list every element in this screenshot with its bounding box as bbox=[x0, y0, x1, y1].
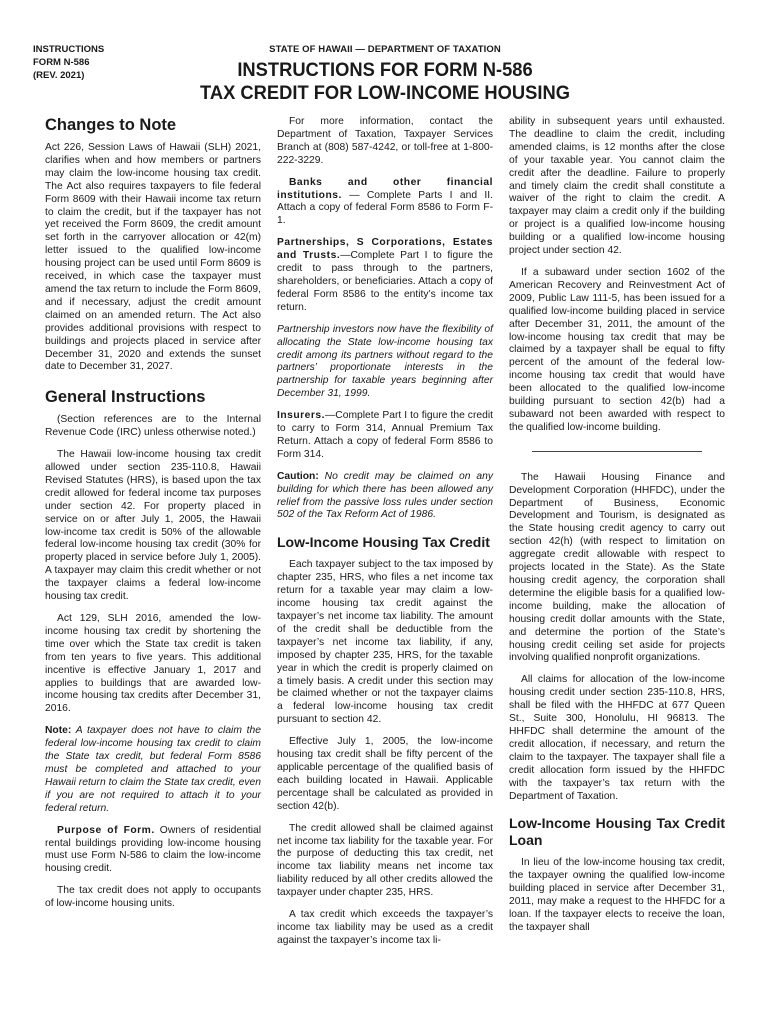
insurers-text: —Complete Part I to figure the credit to carry to Form 314, Annual Premium Tax Return. Attach a copy of federal Form 8586 to Form 314. bbox=[277, 410, 493, 460]
form-id-line: FORM N-586 bbox=[33, 57, 90, 68]
lih-credit-heading: Low-Income Housing Tax Credit bbox=[277, 534, 490, 551]
banks-label: Banks and other financial institutions. bbox=[277, 176, 493, 201]
purpose-paragraph bbox=[45, 825, 261, 877]
purpose-text: Owners of residential rental buildings providing low-income housing must use Form N-586 to claim the low-income housing credit. bbox=[45, 824, 261, 875]
hawaii-credit-paragraph: The Hawaii low-income housing tax credit allowed under section 235-110.8, Hawaii Revised Statutes (HRS), is based upon the tax credit allowed for federal income tax purposes under section 42. For property placed in service on or after July 1, 2005, the Hawaii low-income tax credit is 50% of the allowable federal low-income housing tax credit (30% for property placed in service before July 1, 2005). A taxpayer may claim this credit whether or not the taxpayer claims a federal low-income housing tax credit. bbox=[45, 449, 261, 603]
caution-label: Caution: bbox=[277, 470, 319, 482]
act129-paragraph: Act 129, SLH 2016, amended the low-income housing tax credit by shortening the time over which the State tax credit is taken from ten years to five years. This additional incentive is effective January 1, 2017 and applies to buildings that are awarded low-income housing tax credits after December 31, 2016. bbox=[45, 613, 261, 715]
banks-paragraph bbox=[277, 177, 493, 229]
continued-paragraph: ability in subsequent years until exhausted. The deadline to claim the credit, including amended claims, is 12 months after the close of your taxable year. You cannot claim the credit after the deadline. Failure to properly and timely claim the credit shall constitute a waiver of the right to claim the credit. A taxpayer may claim a credit only if the building or project is a qualified low-income housing building or a qualified low-income housing project under section 42. bbox=[509, 116, 725, 257]
exceeds-paragraph: A tax credit which exceeds the taxpayer’s income tax liability may be used as a credit against the taxpayer’s income tax li- bbox=[277, 909, 493, 946]
partnerships-label: Partnerships, S Corporations, Estates and Trusts. bbox=[277, 237, 493, 262]
credit-allowed-paragraph: The credit allowed shall be claimed against net income tax liability for the taxable year. For the purpose of deducting this tax credit, net income tax liability means net income tax liability reduced by all other credits allowed the taxpayer under chapter 235, HRS. bbox=[277, 822, 493, 899]
banks-text: — Complete Parts I and II. Attach a copy of federal Form 8586 to Form F-1. bbox=[277, 189, 493, 227]
purpose-label: Purpose of Form. bbox=[57, 824, 155, 836]
partnership-investors-paragraph: Partnership investors now have the flexibility of allocating the State low-income housing tax credit among its partners without regard to the partners’ proportionate interests in the partnership for taxable years beginning after December 31, 1999. bbox=[277, 323, 493, 400]
each-taxpayer-paragraph: Each taxpayer subject to the tax imposed by chapter 235, HRS, who files a net income tax return for a taxable year may claim a low-income housing tax credit against the taxpayer’s net income tax liability. The amount of the credit shall be deductible from the taxpayer’s net income tax liability, if any, imposed by chapter 235, HRS, for the taxable year in which the credit is properly claimed on a timely basis. A credit under this section may be claimed whether or not the taxpayer claims a federal low-income housing tax credit pursuant to section 42. bbox=[277, 559, 493, 726]
caution-paragraph bbox=[277, 471, 493, 523]
changes-heading: Changes to Note bbox=[45, 116, 177, 134]
partnerships-text: —Complete Part I to figure the credit to pass through to the partners, shareholders, or beneficiaries. Attach a copy of federal Form 8586 to the entity’s income tax return. bbox=[277, 250, 493, 313]
form-id-line: INSTRUCTIONS bbox=[33, 44, 105, 55]
general-instructions-heading: General Instructions bbox=[45, 388, 206, 407]
hhfdc-paragraph: The Hawaii Housing Finance and Development Corporation (HHFDC), under the Department of Business, Economic Development and Tourism, is designated as the State housing credit agency to carry out section 42(h) (with respect to limitation on aggregate credit allowable with respect to projects located in the State). As the State housing credit agency, the corporation shall determine the eligible basis for a qualified low-income building, make the allocation of housing credit dollar amounts with the State, and determine the portion of the State’s housing credit ceiling set aside for projects involving qualified nonprofit organizations. bbox=[509, 471, 725, 664]
page-subtitle: TAX CREDIT FOR LOW-INCOME HOUSING bbox=[200, 82, 570, 104]
insurers-label: Insurers. bbox=[277, 410, 325, 422]
all-claims-paragraph: All claims for allocation of the low-income housing credit under section 235-110.8, HRS, shall be filed with the HHFDC at 677 Queen St., Suite 300, Honolulu, HI 96813. The HHFDC shall determine the amount of the credit allocation, if necessary, and return the claim to the taxpayer. The taxpayer shall file a credit allocation form issued by the HHFDC with the taxpayer’s tax return with the Department of Taxation. bbox=[509, 674, 725, 802]
caution-text: No credit may be claimed on any building for which there has been allowed any relief from the passive loss rules under section 502 of the Tax Reform Act of 1986. bbox=[277, 470, 493, 521]
column-2 bbox=[277, 116, 493, 957]
column-1 bbox=[45, 116, 261, 920]
contact-paragraph: For more information, contact the Department of Taxation, Taxpayer Services Branch at (808) 587-4242, or toll-free at 1-800-222-3229. bbox=[277, 116, 493, 166]
section-references-paragraph: (Section references are to the Internal Revenue Code (IRC) unless otherwise noted.) bbox=[45, 414, 261, 439]
page-title: INSTRUCTIONS FOR FORM N-586 bbox=[237, 59, 533, 81]
note-label: Note: bbox=[45, 725, 72, 737]
section-divider bbox=[532, 451, 702, 452]
note-text: A taxpayer does not have to claim the federal low-income housing tax credit to claim the State tax credit, but federal Form 8586 must be completed and attached to your Hawaii return to claim the State tax credit, even if you are not required to attach it to your federal return. bbox=[45, 725, 261, 814]
effective-paragraph: Effective July 1, 2005, the low-income housing tax credit shall be fifty percent of the applicable percentage of the qualified basis of each building located in Hawaii. Applicable percentage shall be calculated as provided in section 42(b). bbox=[277, 736, 493, 812]
changes-paragraph: Act 226, Session Laws of Hawaii (SLH) 2021, clarifies when and how members or partners may claim the low-income housing tax credit. The Act also requires taxpayers to file federal Form 8609 with their Hawaii income tax return to claim the credit, but if the taxpayer has not yet received the Form 8609, the credit amount set forth in the carryover allocation or 42(m) letter issued to the qualified low-income housing project can be used until Form 8609 is received, in which case the taxpayer must amend the tax return to include the Form 8609, and if necessary, adjust the credit amount claimed on an amended return. The Act also provides additional provisions with respect to buildings and projects placed in service after December 31, 2020 and extends the sunset date to December 31, 2027. bbox=[45, 142, 261, 373]
loan-paragraph: In lieu of the low-income housing tax credit, the taxpayer owning the qualified low-income building placed in service after December 31, 2011, may make a request to the HHFDC for a loan. If the taxpayer elects to receive the loan, the taxpayer shall bbox=[509, 857, 725, 933]
column-3 bbox=[509, 116, 725, 944]
agency-name: STATE OF HAWAII — DEPARTMENT OF TAXATION bbox=[269, 44, 501, 55]
loan-heading: Low-Income Housing Tax Credit Loan bbox=[509, 815, 725, 849]
note-paragraph bbox=[45, 725, 261, 815]
form-id-line: (REV. 2021) bbox=[33, 70, 85, 81]
insurers-paragraph bbox=[277, 410, 493, 462]
not-apply-paragraph: The tax credit does not apply to occupants of low-income housing units. bbox=[45, 885, 261, 910]
partnerships-paragraph bbox=[277, 237, 493, 314]
subaward-paragraph: If a subaward under section 1602 of the American Recovery and Reinvestment Act of 2009, Public Law 111-5, has been issued for a qualified low-income building placed in service after December 31, 2011, the amount of the low-income housing tax credit that may be claimed by a taxpayer shall be equal to fifty percent of the amount of the federal low-income housing tax credit that would have been allocated to the qualified low-income building pursuant to section 42(b) had a subaward not been awarded with respect to the qualified low-income building. bbox=[509, 266, 725, 433]
